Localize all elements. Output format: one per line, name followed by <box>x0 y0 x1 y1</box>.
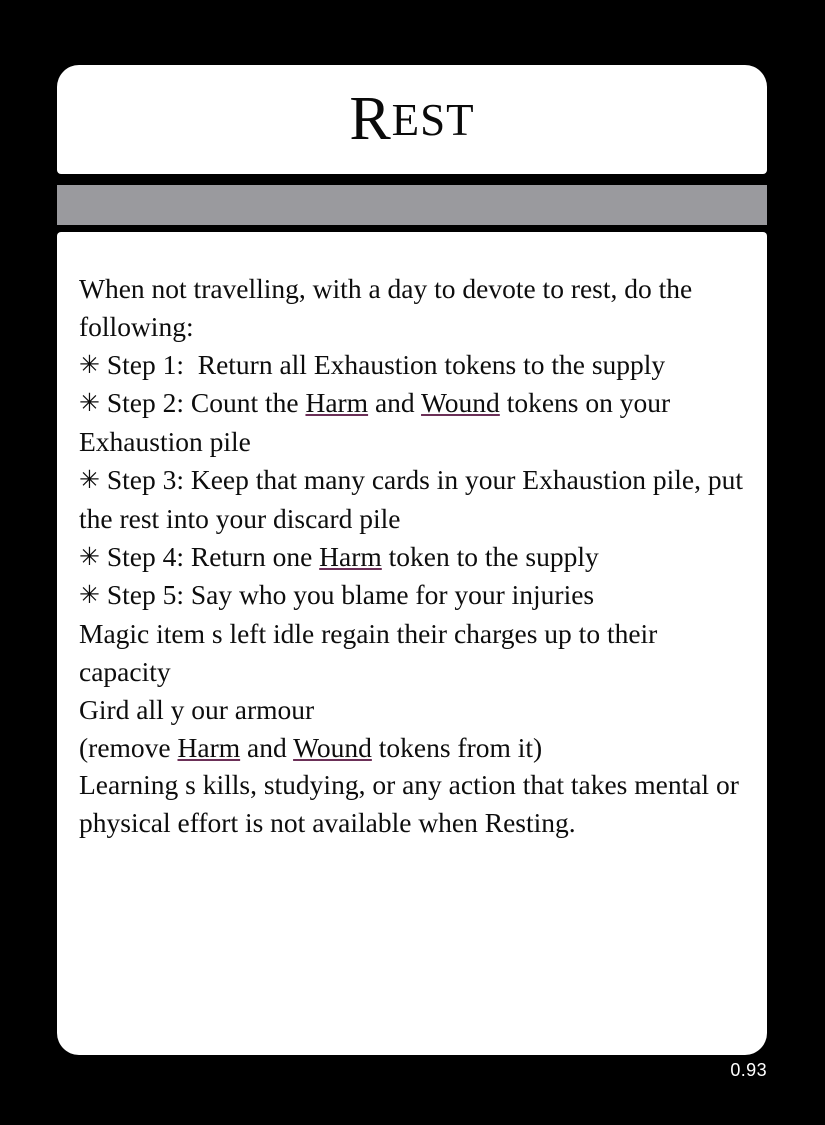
star-bullet-icon: ✳ <box>79 582 100 610</box>
card-title-rest: EST <box>391 94 475 145</box>
keyword-harm: Harm <box>319 540 382 572</box>
star-bullet-icon: ✳ <box>79 466 100 494</box>
keyword-wound: Wound <box>293 731 372 763</box>
page-title <box>57 65 767 174</box>
body-paragraph-2 <box>79 384 747 461</box>
body-paragraph-3 <box>79 461 750 538</box>
card-title-panel <box>57 65 767 174</box>
keyword-harm: Harm <box>305 387 369 419</box>
body-paragraph-5 <box>79 576 747 615</box>
keyword-harm: Harm <box>177 731 241 763</box>
body-paragraph-4-text: Step 4: Return one Harm token to the supply <box>106 540 599 572</box>
body-paragraph-6-text: Magic item s left idle regain their charges up to their capacity <box>79 618 665 687</box>
body-paragraph-9-text: Learning s kills, studying, or any action that takes mental or physical effort is not available when Resting. <box>79 769 746 839</box>
body-paragraph-4 <box>79 538 747 577</box>
body-paragraph-8 <box>79 729 747 767</box>
body-paragraph-7 <box>79 691 747 729</box>
star-bullet-icon: ✳ <box>79 351 100 379</box>
body-paragraph-0-text: When not travelling, with a day to devote to rest, do the following: <box>79 273 700 342</box>
card <box>57 65 767 1055</box>
keyword-wound: Wound <box>421 387 500 419</box>
body-paragraph-1 <box>79 346 747 385</box>
body-paragraph-3-text: Step 3: Keep that many cards in your Exhaustion pile, put the rest into your discard pile <box>79 463 750 534</box>
card-type-banner-label <box>57 185 767 225</box>
body-paragraph-8-text: (remove Harm and Wound tokens from it) <box>79 731 543 763</box>
body-paragraph-9 <box>79 766 747 842</box>
body-paragraph-5-text: Step 5: Say who you blame for your injuries <box>106 579 595 611</box>
card-type-banner <box>57 185 767 225</box>
body-paragraph-7-text: Gird all y our armour <box>79 693 315 725</box>
body-paragraph-0 <box>79 270 747 346</box>
star-bullet-icon: ✳ <box>79 390 100 418</box>
body-paragraph-6 <box>79 615 747 691</box>
body-paragraph-1-text: Step 1: Return all Exhaustion tokens to the supply <box>106 348 666 380</box>
star-bullet-icon: ✳ <box>79 543 100 571</box>
card-title-first-letter: R <box>349 85 392 153</box>
card-body <box>57 232 767 1055</box>
card-body-text <box>79 270 750 842</box>
body-paragraph-2-text: Step 2: Count the Harm and Wound tokens on your Exhaustion pile <box>79 387 678 458</box>
version-label: 0.93 <box>730 1060 767 1080</box>
